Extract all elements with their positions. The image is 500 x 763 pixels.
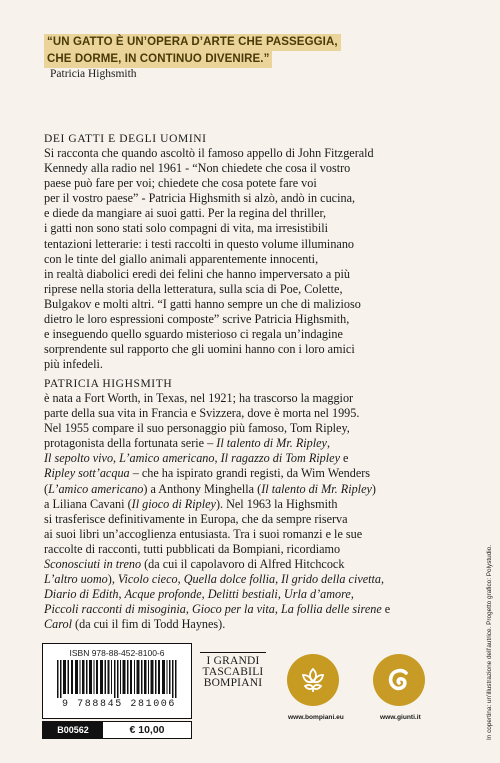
synopsis-line: Bulgakov e molti altri. “I gatti hanno sempre un che di malizioso bbox=[44, 296, 361, 311]
synopsis-line: sorprendente sul rapporto che gli uomini hanno con i loro amici bbox=[44, 342, 355, 357]
series-rule bbox=[200, 652, 266, 653]
quote-author: Patricia Highsmith bbox=[50, 68, 137, 80]
flower-icon bbox=[297, 664, 329, 696]
isbn-label: ISBN 978-88-452-8100-6 bbox=[69, 648, 165, 658]
bio-line bbox=[44, 466, 458, 481]
section-author-bio bbox=[44, 378, 458, 633]
book-title: Il gioco di Ripley bbox=[131, 496, 216, 511]
bio-text-run: , bbox=[274, 602, 278, 617]
bio-text-run: ) bbox=[371, 481, 376, 496]
section-synopsis bbox=[44, 133, 454, 372]
book-title: Il sepolto vivo bbox=[44, 451, 114, 466]
bio-text-run: , bbox=[185, 602, 189, 617]
quote-line-1: “UN GATTO È UN’OPERA D’ARTE CHE PASSEGGIA, bbox=[44, 34, 341, 51]
bio-text bbox=[44, 391, 458, 633]
bio-line bbox=[44, 436, 458, 451]
synopsis-line: per il vostro paese” - Patricia Highsmith si alzò, andò in cucina, bbox=[44, 191, 356, 206]
giunti-logo-icon bbox=[373, 654, 425, 706]
bompiani-url: www.bompiani.eu bbox=[288, 714, 344, 721]
barcode-digits: 9 788845 281006 bbox=[61, 699, 176, 710]
bio-heading: PATRICIA HIGHSMITH bbox=[44, 378, 173, 390]
book-title: Il grido della civetta bbox=[281, 572, 382, 587]
synopsis-line: i gatti non sono stati solo compagni di vita, ma irresistibili bbox=[44, 221, 329, 236]
bio-line bbox=[44, 451, 458, 466]
bio-line bbox=[44, 617, 458, 632]
bio-text-run: ), bbox=[107, 572, 115, 587]
bio-text-run: , bbox=[350, 587, 354, 602]
book-title: L’amico americano bbox=[48, 481, 144, 496]
synopsis-line: Kennedy alla radio nel 1961 - “Non chiedete che cosa il vostro bbox=[44, 161, 351, 176]
book-title: Piccoli racconti di misoginia bbox=[44, 602, 186, 617]
synopsis-line: paese può fare per voi; chiedete che cosa potete fare voi bbox=[44, 176, 317, 191]
series-logo bbox=[200, 652, 266, 689]
bio-text-run: e bbox=[343, 451, 349, 466]
bio-text-run: ( bbox=[44, 481, 49, 496]
bio-line bbox=[44, 497, 458, 512]
book-title: Ripley sott’acqua bbox=[44, 466, 130, 481]
book-title: Vicolo cieco bbox=[117, 572, 178, 587]
series-line-2: TASCABILI bbox=[202, 666, 264, 678]
synopsis-line: in realtà diabolici eredi dei felini che hanno imperversato a più bbox=[44, 266, 350, 281]
bio-text-run: , bbox=[113, 451, 117, 466]
bio-text-run: ) a Anthony Minghella ( bbox=[143, 481, 262, 496]
bio-text-run: e bbox=[384, 602, 391, 617]
book-title: Urla d’amore bbox=[283, 587, 351, 602]
series-line-1: I GRANDI bbox=[206, 655, 260, 667]
bio-text-run: , bbox=[381, 572, 385, 587]
bio-text-run: protagonista della fortunata serie – bbox=[44, 436, 214, 451]
book-title: L’amico americano bbox=[119, 451, 215, 466]
book-title: Gioco per la vita bbox=[191, 602, 275, 617]
giunti-url: www.giunti.it bbox=[380, 714, 421, 721]
synopsis-line: e inseguendo quello sguardo misterioso ci regala un’indagine bbox=[44, 327, 343, 342]
book-title: La follia delle sirene bbox=[280, 602, 382, 617]
bio-text-run: (da cui il fim di Todd Haynes). bbox=[75, 617, 226, 632]
synopsis-line: più infedeli. bbox=[44, 357, 103, 372]
bio-text-run: a Liliana Cavani ( bbox=[44, 496, 132, 511]
product-code: B00562 bbox=[43, 722, 103, 738]
synopsis-heading: DEI GATTI E DEGLI UOMINI bbox=[44, 133, 207, 145]
synopsis-line: Si racconta che quando ascoltò il famoso appello di John Fitzgerald bbox=[44, 146, 374, 160]
bio-text-run: , bbox=[326, 436, 330, 451]
bio-text-run: , bbox=[201, 587, 205, 602]
barcode-box bbox=[42, 643, 192, 719]
book-title: Delitti bestiali bbox=[207, 587, 278, 602]
bio-text-run: – che ha ispirato grandi registi, da Wim Wenders bbox=[132, 466, 371, 481]
book-title: Diario di Edith bbox=[44, 587, 119, 602]
book-title: Sconosciuti in treno bbox=[44, 557, 142, 572]
bompiani-logo-icon bbox=[287, 654, 339, 706]
synopsis-line: tentazioni letterarie: i testi raccolti in questo volume illuminano bbox=[44, 236, 355, 251]
cover-quote bbox=[44, 34, 364, 68]
bio-text-run: , bbox=[214, 451, 218, 466]
bio-line: Nel 1955 compare il suo personaggio più famoso, Tom Ripley, bbox=[44, 421, 350, 436]
bio-line: ai suoi libri un’accoglienza entusiasta. Tra i suoi romanzi e le sue bbox=[44, 526, 363, 541]
cover-credits: In copertina: un’illustrazione dell’autrice. Progetto grafico: Polystudio. bbox=[486, 544, 493, 740]
bio-text-run: , bbox=[275, 572, 279, 587]
book-title: Quella dolce follia bbox=[183, 572, 276, 587]
synopsis-line: con le tinte del giallo animali apparentemente innocenti, bbox=[44, 251, 319, 266]
book-title: Il talento di Mr. Ripley bbox=[216, 436, 327, 451]
series-line-3: BOMPIANI bbox=[203, 677, 263, 689]
bio-line: è nata a Fort Worth, in Texas, nel 1921; ha trascorso la maggior bbox=[44, 391, 354, 405]
bio-text-run: , bbox=[118, 587, 122, 602]
swirl-icon bbox=[384, 665, 414, 695]
synopsis-line: riprese nella storia della letteratura, sulla scia di Poe, Colette, bbox=[44, 281, 343, 296]
bio-line bbox=[44, 587, 458, 602]
book-title: Acque profonde bbox=[124, 587, 202, 602]
bio-text-run: ). Nel 1963 la Highsmith bbox=[215, 496, 338, 511]
book-title: Il ragazzo di Tom Ripley bbox=[220, 451, 340, 466]
barcode-bars bbox=[57, 660, 177, 698]
price-label: € 10,00 bbox=[103, 722, 191, 738]
bio-line bbox=[44, 557, 458, 572]
book-title: Il talento di Mr. Ripley bbox=[261, 481, 372, 496]
synopsis-line: dietro le loro espressioni composte” scrive Patricia Highsmith, bbox=[44, 312, 350, 327]
book-title: L’altro uomo bbox=[44, 572, 108, 587]
bio-line: parte della sua vita in Francia e Svizzera, dove è morta nel 1995. bbox=[44, 406, 360, 421]
quote-line-2: CHE DORME, IN CONTINUO DIVENIRE.” bbox=[44, 51, 272, 68]
bio-line bbox=[44, 572, 458, 587]
bio-line: si trasferisce definitivamente in Europa, che da sempre riserva bbox=[44, 511, 348, 526]
bio-text-run: (da cui il capolavoro di Alfred Hitchcock bbox=[144, 557, 345, 572]
synopsis-line: e diede da mangiare ai suoi gatti. Per la regina del thriller, bbox=[44, 206, 327, 221]
book-title: Carol bbox=[44, 617, 72, 632]
code-price-box bbox=[42, 721, 192, 739]
bio-text-run: , bbox=[177, 572, 181, 587]
bio-line: raccolte di racconti, tutti pubblicati da Bompiani, ricordiamo bbox=[44, 541, 341, 556]
synopsis-text bbox=[44, 146, 454, 372]
bio-line bbox=[44, 602, 458, 617]
bio-text-run: , bbox=[277, 587, 281, 602]
bio-line bbox=[44, 482, 458, 497]
